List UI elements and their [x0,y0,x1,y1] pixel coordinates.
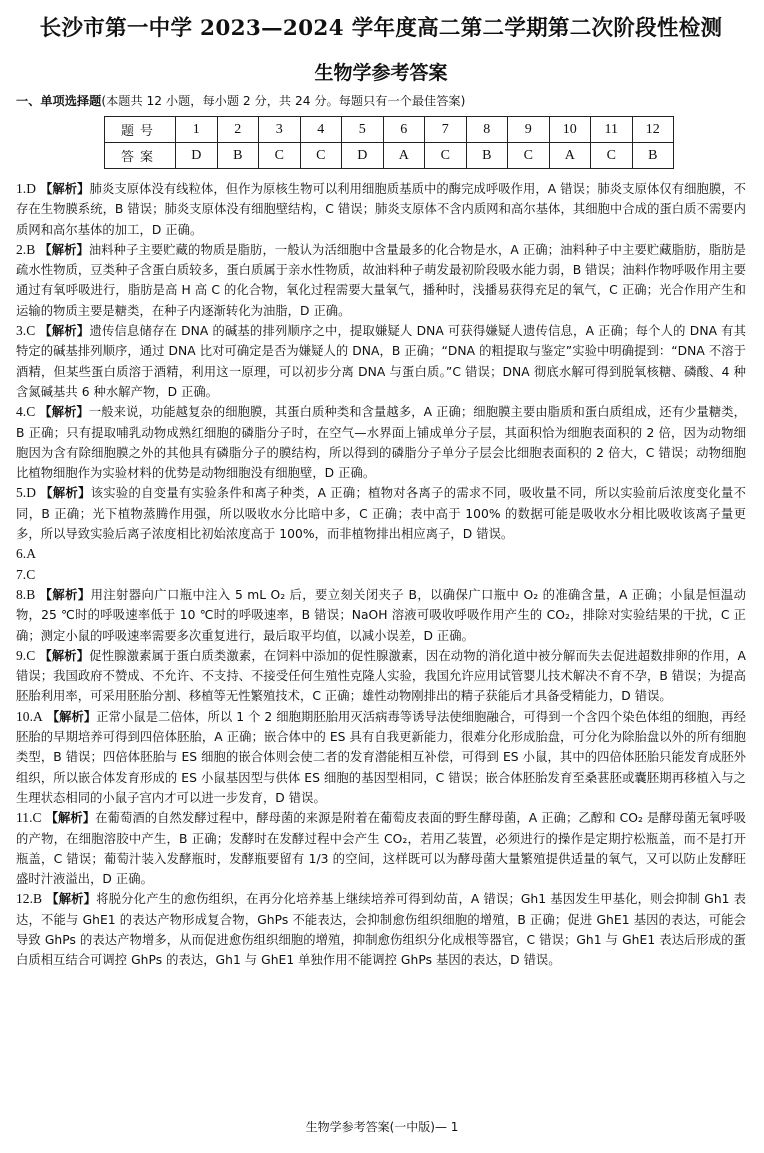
explanation-item [16,889,746,970]
explanation-item [16,646,746,707]
item-text: 该实验的自变量有实验条件和离子种类，A 正确；植物对各离子的需求不同，吸收量不同，所以实验前后浓度变化量不同，B 正确；光下植物蒸腾作用强，所以吸收水分比暗中多，C 正确；表中高于 100% 的数据可能是吸收水分相比吸收该离子量更多，所以导致实验后离子浓度相比初始浓度高于 100%，而非植物排出相应离子，D 错误。 [16,486,746,542]
question-number-cell: 8 [466,117,508,143]
explanation-item [16,402,746,483]
section-note: (本题共 12 小题，每小题 2 分，共 24 分。每题只有一个最佳答案) [101,94,466,108]
question-number-cell: 11 [591,117,633,143]
item-answer: 1.D [16,181,37,196]
question-number-cell: 12 [632,117,674,143]
section-title: 一、单项选择题 [16,94,102,108]
answer-cell: D [176,143,218,169]
explanation-item [16,544,746,564]
item-answer: 9.C [16,647,36,663]
item-text: 遗传信息储存在 DNA 的碱基的排列顺序之中，提取嫌疑人 DNA 可获得嫌疑人遗传信息，A 正确；每个人的 DNA 有其特定的碱基排列顺序，通过 DNA 比对可确定是否为嫌疑人的 DNA，B 正确；“DNA 的粗提取与鉴定”实验中明确提到：“DNA 不溶于酒精，但某些蛋白质溶于酒精，利用这一原理，可以初步分离 DNA 与蛋白质。”C 错误；DNA 彻底水解可得到脱氧核糖、磷酸、4 种含氮碱基共 6 种水解产物，D 正确。 [16,324,747,399]
answer-cell: C [300,143,342,169]
item-text: 用注射器向广口瓶中注入 5 mL O₂ 后，要立刻关闭夹子 B，以确保广口瓶中 O₂ 的准确含量，A 正确；小鼠是恒温动物，25 ℃时的呼吸速率低于 10 ℃时的呼吸速率，B 错误；NaOH 溶液可吸收呼吸作用产生的 CO₂，排除对实验结果的干扰，C 正确；测定小鼠的呼吸速率需要多次重复进行，最后取平均值，以减小误差，D 正确。 [16,587,746,643]
explanation-item [16,179,746,240]
answer-cell: B [217,143,259,169]
analysis-tag: 【解析】 [39,324,90,339]
question-number-cell: 7 [425,117,467,143]
analysis-tag: 【解析】 [39,648,90,663]
question-number-cell: 6 [383,117,425,143]
question-number-cell: 2 [217,117,259,143]
explanation-item [16,483,746,544]
item-answer: 4.C [16,404,36,420]
analysis-tag: 【解析】 [39,587,91,602]
item-answer: 10.A [16,708,43,724]
analysis-tag: 【解析】 [45,811,96,826]
answer-table-row-answers [105,143,674,169]
question-number-cell: 1 [176,117,218,143]
page-subtitle: 生物学参考答案 [314,62,448,84]
row-label-number: 题号 [105,117,176,143]
question-number-cell: 10 [549,117,591,143]
item-answer: 6.A [16,546,37,562]
question-number-cell: 4 [300,117,342,143]
answer-cell: B [466,143,508,169]
section-heading [16,92,746,110]
item-answer: 11.C [16,810,42,826]
item-text: 一般来说，功能越复杂的细胞膜，其蛋白质种类和含量越多，A 正确；细胞膜主要由脂质和蛋白质组成，还有少量糖类，B 正确；只有提取哺乳动物成熟红细胞的磷脂分子时，在空气—水界面上铺成单分子层，其面积恰为细胞表面积的 2 倍，因为动物细胞因为含有除细胞膜之外的其他具有磷脂分子的膜结构，所以得到的磷脂分子单分子层会比细胞表面积的 2 倍大，C 错误；动物细胞比植物细胞作为实验材料的优势是动物细胞没有细胞壁，D 正确。 [16,405,746,481]
item-answer: 7.C [16,566,36,582]
answer-table-row-numbers [105,117,674,143]
analysis-tag: 【解析】 [40,486,91,501]
explanation-item [16,585,746,646]
answer-cell: A [383,143,425,169]
explanation-item [16,565,746,585]
explanation-item [16,707,746,808]
answer-cell: A [549,143,591,169]
item-text: 油料种子主要贮藏的物质是脂肪，一般认为活细胞中含量最多的化合物是水，A 正确；油料种子中主要贮藏脂肪，脂肪是疏水性物质，豆类种子含蛋白质较多，蛋白质属于亲水性物质，故油料种子萌发最初阶段吸水能力弱，B 错误；油料作物呼吸作用主要通过有氧呼吸进行，脂肪是高 H 高 C 的化合物，氧化过程需要大量氧气，播种时，浅播易获得充足的氧气，C 正确；光合作用产生和运输的物质主要是糖类，在种子内逐渐转化为油脂，D 正确。 [16,242,746,318]
analysis-tag: 【解析】 [39,242,89,257]
item-answer: 8.B [16,586,36,602]
answer-table [104,116,674,169]
question-number-cell: 9 [508,117,550,143]
explanation-item [16,240,746,321]
analysis-tag: 【解析】 [39,405,89,420]
page-footer: 生物学参考答案(一中版)— 1 [305,1120,459,1134]
answer-cell: C [591,143,633,169]
answer-cell: C [425,143,467,169]
item-answer: 5.D [16,485,37,501]
row-label-answer: 答案 [105,143,176,169]
item-text: 在葡萄酒的自然发酵过程中，酵母菌的来源是附着在葡萄皮表面的野生酵母菌，A 正确；乙醇和 CO₂ 是酵母菌无氧呼吸的产物，在细胞溶胶中产生，B 正确；发酵时在发酵过程中会产生 CO₂，若用乙装置，必须进行的操作是定期拧松瓶盖，而不是打开瓶盖，C 错误；葡萄汁装入发酵瓶时，发酵瓶要留有 1/3 的空间，这样既可以为酵母菌大量繁殖提供适量的氧气，又可以防止发酵旺盛时汁液溢出，D 正确。 [16,811,747,887]
page-title: 长沙市第一中学 2023—2024 学年度高二第二学期第二次阶段性检测 [39,16,723,41]
answer-cell: B [632,143,674,169]
explanation-item [16,321,746,402]
item-text: 肺炎支原体没有线粒体，但作为原核生物可以利用细胞质基质中的酶完成呼吸作用，A 错误；肺炎支原体仅有细胞膜，不存在生物膜系统，B 错误；肺炎支原体没有细胞壁结构，C 错误；肺炎支原体不含内质网和高尔基体，其细胞中合成的蛋白质不需要内质网和高尔基体的加工，D 正确。 [16,182,746,237]
analysis-tag: 【解析】 [40,182,90,196]
item-answer: 12.B [16,891,43,907]
answer-cell: D [342,143,384,169]
explanation-item [16,808,746,889]
analysis-tag: 【解析】 [46,709,97,724]
answer-cell: C [508,143,550,169]
item-answer: 2.B [16,241,36,257]
item-text: 将脱分化产生的愈伤组织，在再分化培养基上继续培养可得到幼苗，A 错误；Gh1 基因发生甲基化，则会抑制 Gh1 表达，不能与 GhE1 的表达产物形成复合物，GhPs 不能表达，会抑制愈伤组织细胞的增殖，B 正确；促进 GhE1 基因的表达，可能会导致 GhPs 的表达产物增多，从而促进愈伤组织细胞的增殖，抑制愈伤组织分化成根等器官，C 错误；Gh1 与 GhE1 表达后形成的蛋白质相互结合可调控 GhPs 的表达，Gh1 与 GhE1 单独作用不能调控 GhPs 基因的表达，D 错误。 [16,892,746,968]
explanation-list [16,179,746,971]
item-text: 促性腺激素属于蛋白质类激素，在饲料中添加的促性腺激素，因在动物的消化道中被分解而失去促进超数排卵的作用，A 错误；我国政府不赞成、不允许、不支持、不接受任何生殖性克隆人实验，我国允许应用试管婴儿技术解决不育不孕，B 错误；为提高胚胎利用率，可采用胚胎分割、移植等无性繁殖技术，C 正确；雄性动物刚排出的精子获能后才具备受精能力，D 错误。 [16,648,746,704]
question-number-cell: 5 [342,117,384,143]
item-text: 正常小鼠是二倍体，所以 1 个 2 细胞期胚胎用灭活病毒等诱导法使细胞融合，可得到一个含四个染色体组的细胞，再经胚胎的早期培养可得到四倍体胚胎，A 正确；嵌合体中的 ES 具有自我更新能力，很难分化形成胎盘，可分化为除胎盘以外的所有细胞类型，B 错误；四倍体胚胎与 ES 细胞的嵌合体则会使二者的发育潜能相互补偿，可得到 ES 小鼠，其中的四倍体胚胎只能发育成胚外组织，所以嵌合体发育形成的 ES 小鼠基因型与供体 ES 细胞的基因型相同，C 错误；嵌合体胚胎发育至桑葚胚或囊胚期再移植入与之生理状态相同的小鼠子宫内才可以进一步发育，D 错误。 [16,709,746,805]
answer-cell: C [259,143,301,169]
item-answer: 3.C [16,323,36,339]
analysis-tag: 【解析】 [46,892,97,907]
question-number-cell: 3 [259,117,301,143]
